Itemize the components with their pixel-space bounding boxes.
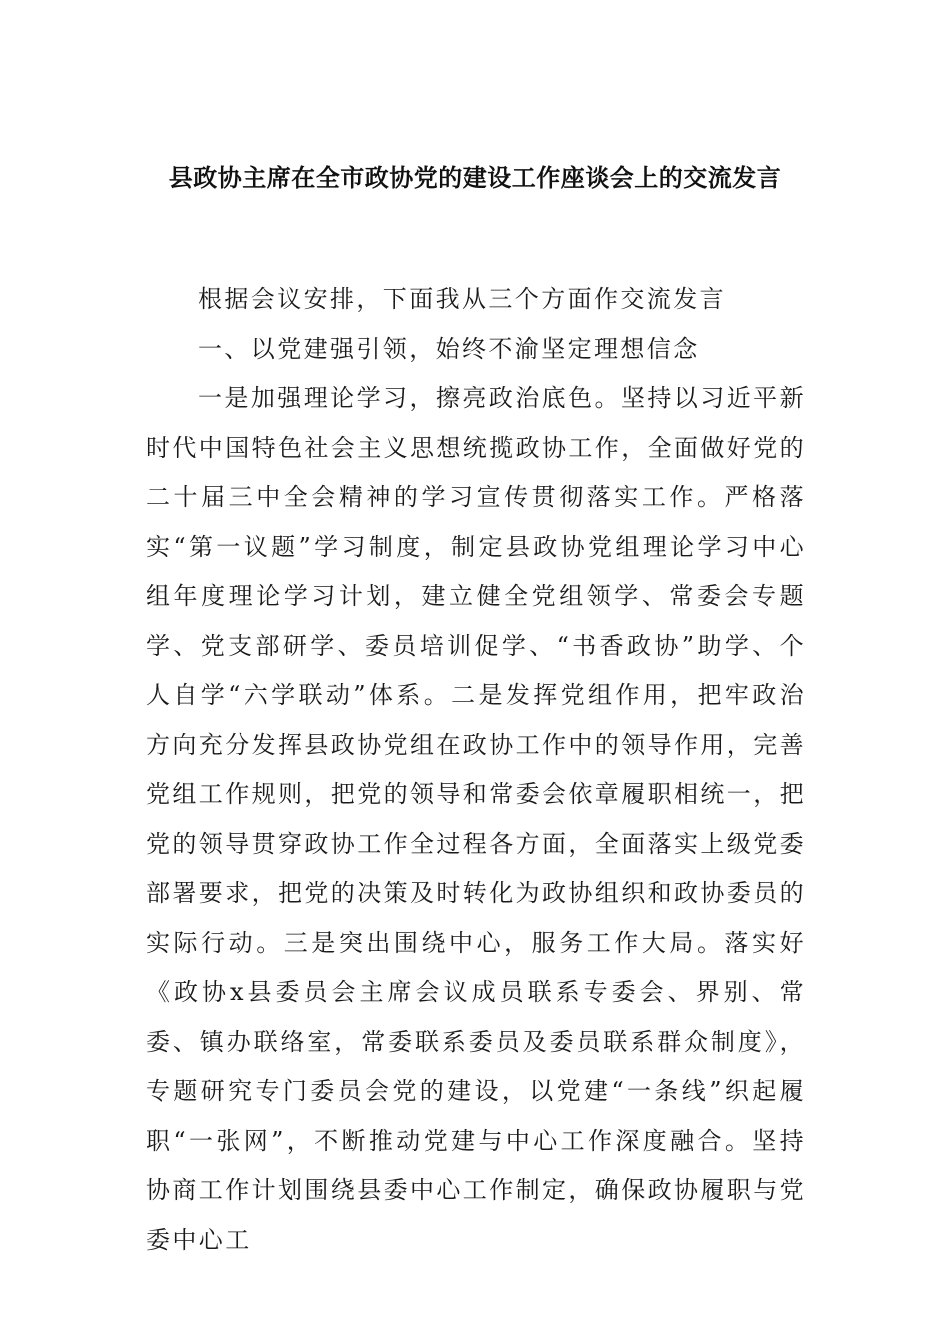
paragraph-heading-one: 一、以党建强引领，始终不渝坚定理想信念 [198,334,700,363]
paragraph-intro: 根据会议安排，下面我从三个方面作交流发言 [198,285,726,313]
paragraph-main: 一是加强理论学习，擦亮政治底色。坚持以习近平新时代中国特色社会主义思想统揽政协工作，全面做好党的二十届三中全会精神的学习宣传贯彻落实工作。严格落实“第一议题”学习制度，制定县政协党组理论学习中心组年度理论学习计划，建立健全党组领学、常委会专题学、党支部研学、委员培训促学、“书香政协”助学、个人自学“六学联动”体系。二是发挥党组作用，把牢政治方向充分发挥县政协党组在政协工作中的领导作用，完善党组工作规则，把党的领导和常委会依章履职相统一，把党的领导贯穿政协工作全过程各方面，全面落实上级党委部署要求，把党的决策及时转化为政协组织和政协委员的实际行动。三是突出围绕中心，服务工作大局。落实好《政协x县委员会主席会议成员联系专委会、界别、常委、镇办联络室，常委联系委员及委员联系群众制度》，专题研究专门委员会党的建设，以党建“一条线”织起履职“一张网”，不断推动党建与中心工作深度融合。坚持协商工作计划围绕县委中心工作制定，确保政协履职与党委中心工 [146,384,806,1254]
document-title: 县政协主席在全市政协党的建设工作座谈会上的交流发言 [168,163,782,192]
document-body [146,275,806,1265]
